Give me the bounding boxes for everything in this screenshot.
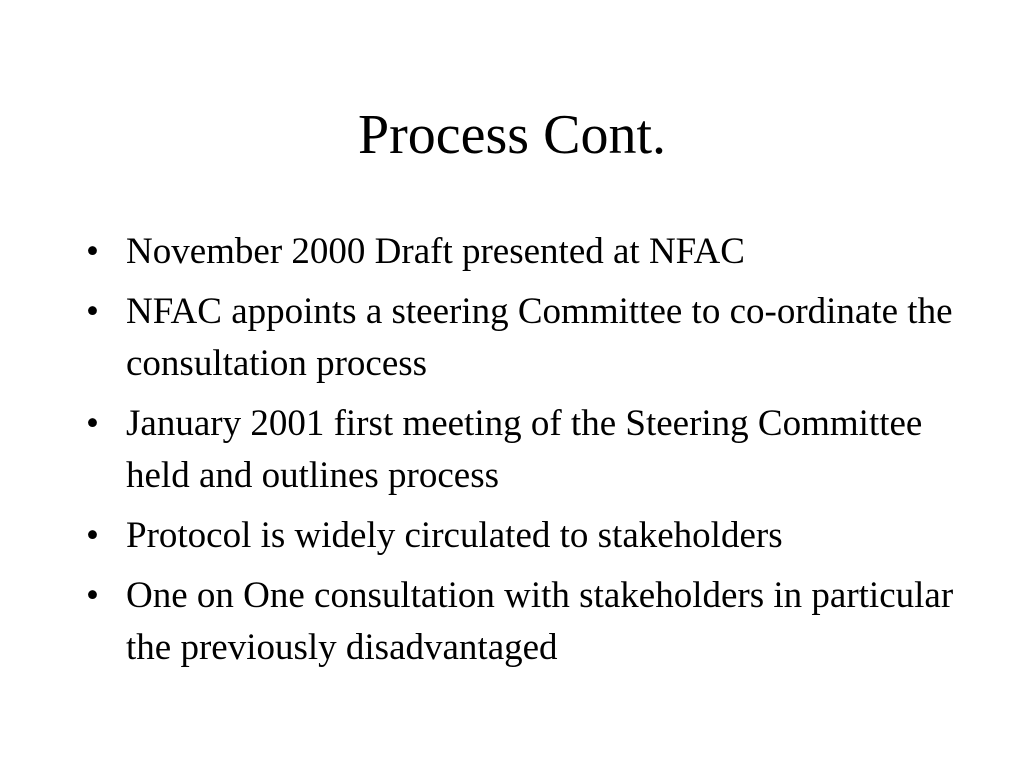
bullet-item [82,226,962,278]
bullet-text: NFAC appoints a steering Committee to co-ordinate the consultation process [126,291,953,384]
bullet-item [82,570,962,674]
bullet-icon: • [86,575,99,616]
bullet-item [82,286,962,390]
slide-title: Process Cont. [358,104,666,166]
bullet-icon: • [86,403,99,444]
bullet-text: November 2000 Draft presented at NFAC [126,231,745,272]
bullet-text: One on One consultation with stakeholders in particular the previously disadvantaged [126,575,954,668]
bullet-icon: • [86,291,99,332]
bullet-text: Protocol is widely circulated to stakeholders [126,515,783,556]
bullet-icon: • [86,231,99,272]
bullet-item [82,510,962,562]
bullet-text: January 2001 first meeting of the Steering Committee held and outlines process [126,403,923,496]
bullet-item [82,398,962,502]
bullet-icon: • [86,515,99,556]
bullet-list [82,226,962,682]
